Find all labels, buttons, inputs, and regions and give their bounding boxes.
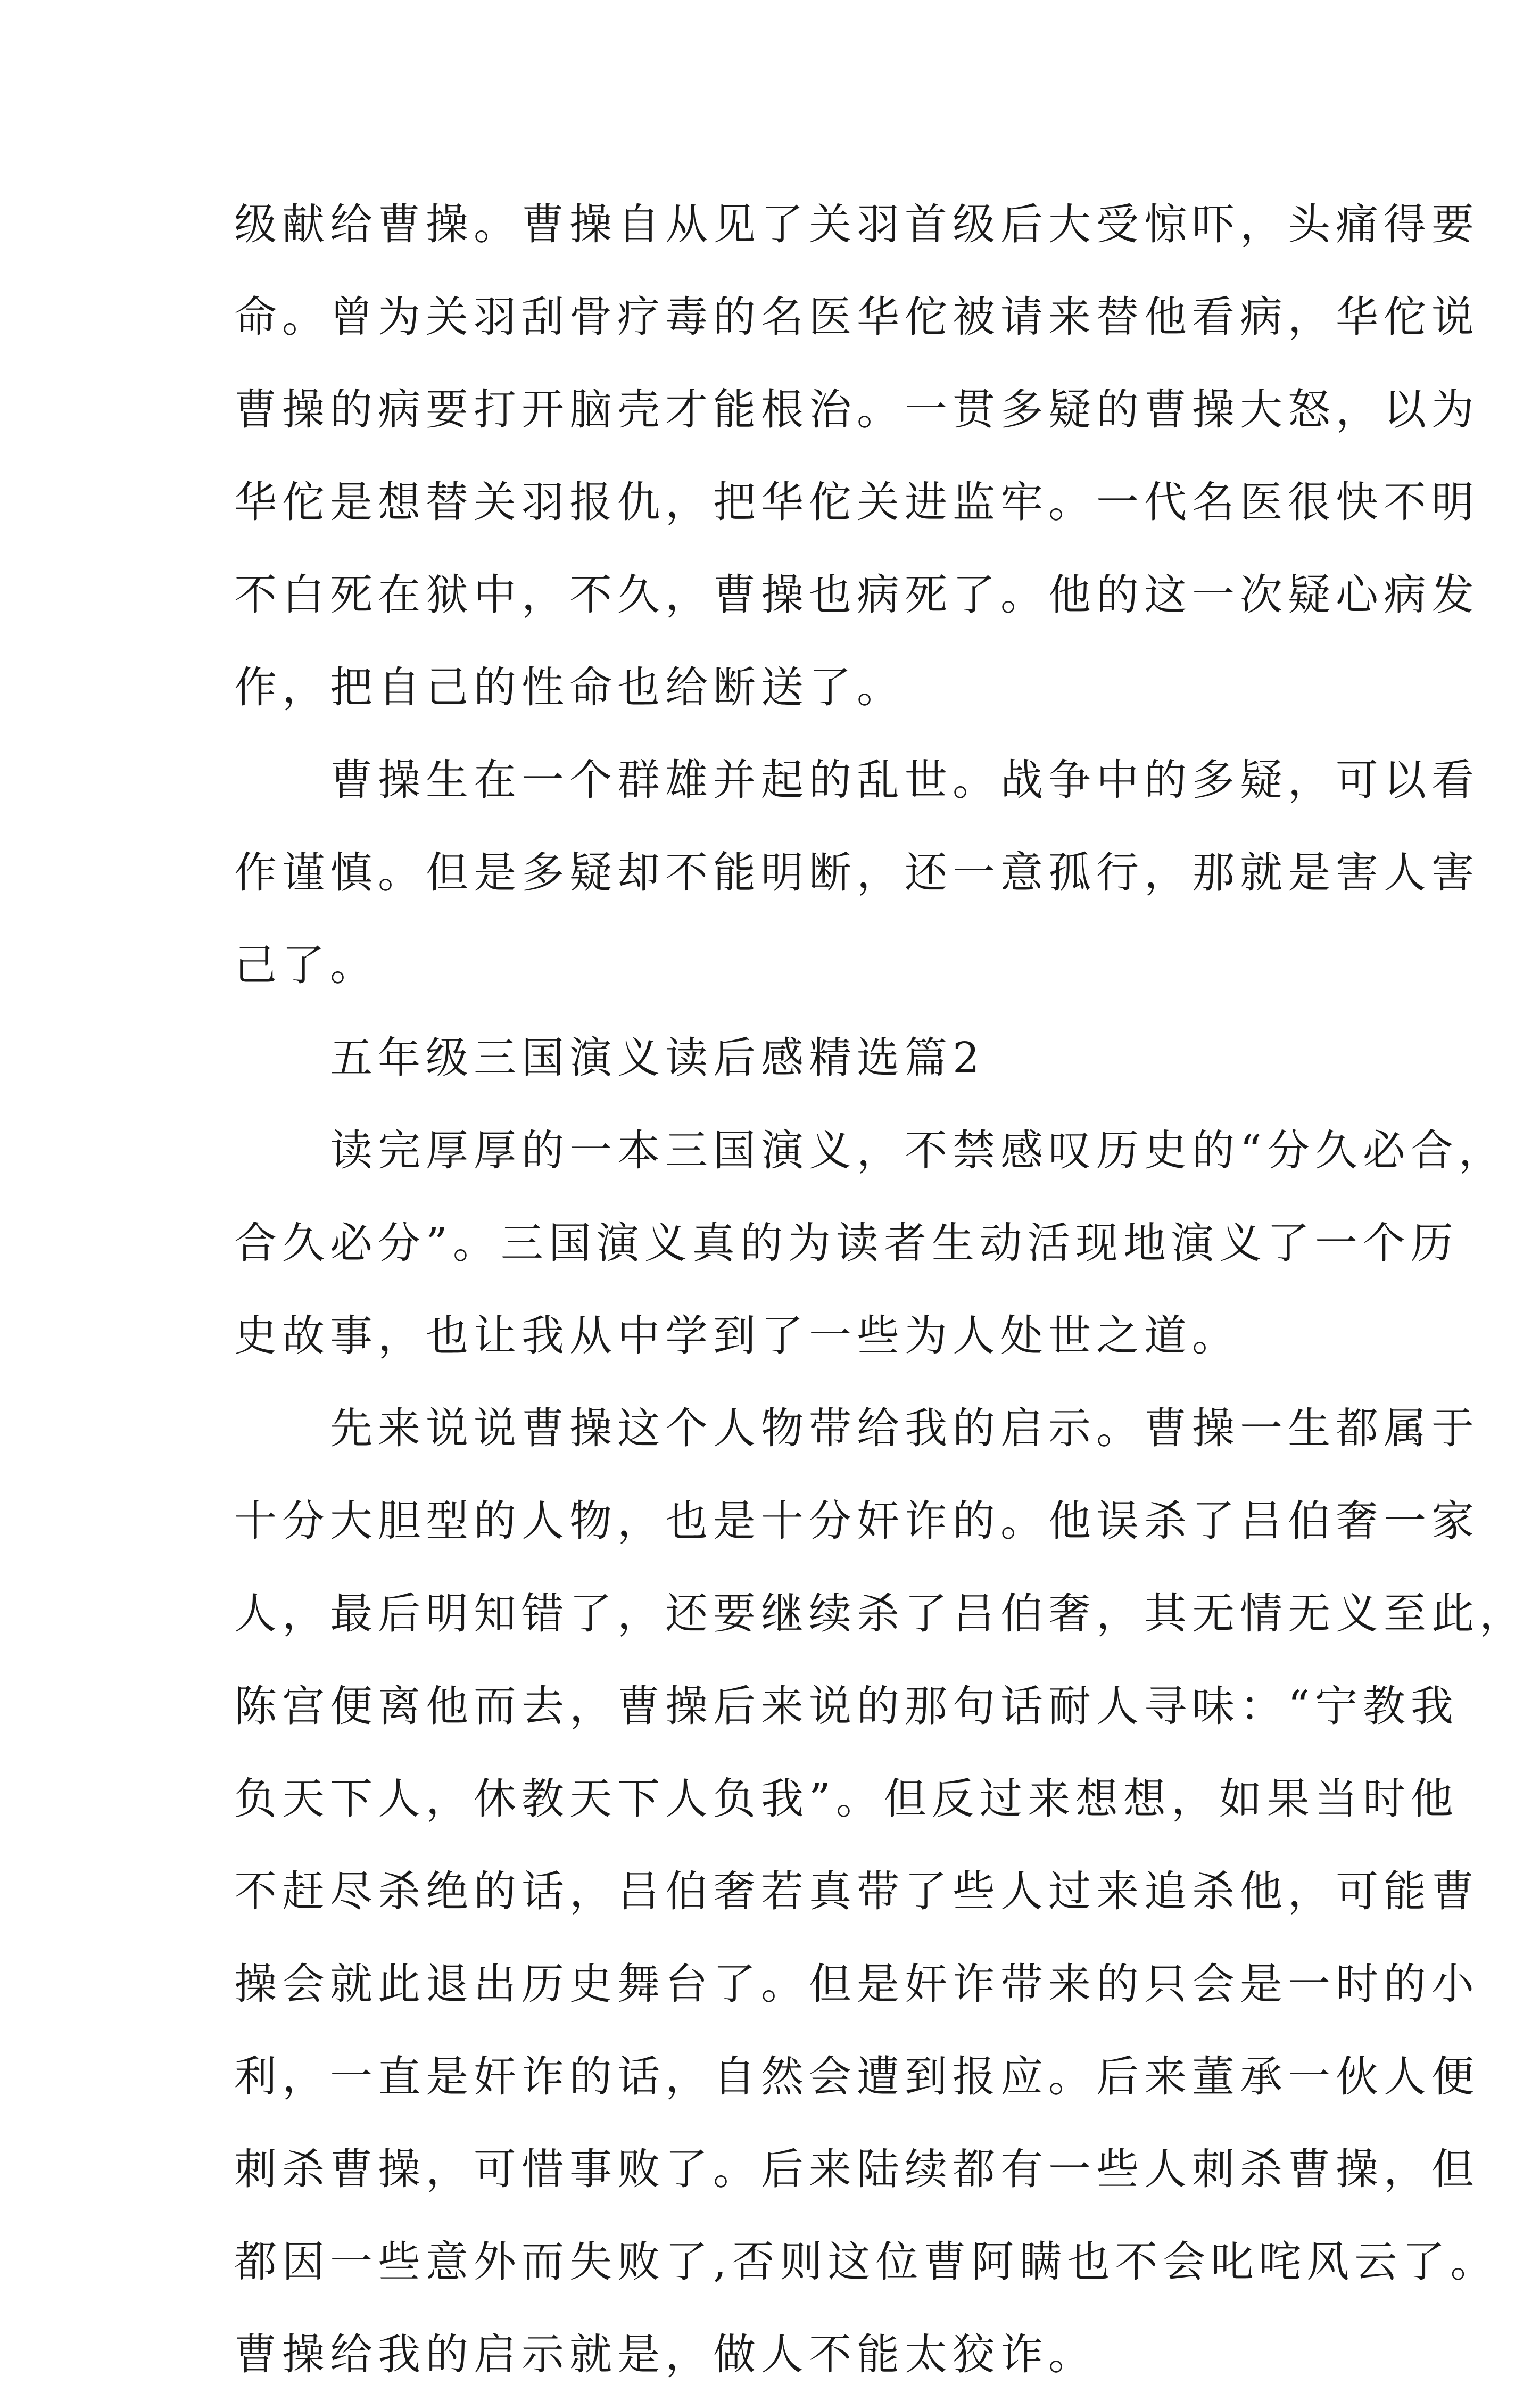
- text-line: 华佗是想替关羽报仇，把华佗关进监牢。一代名医很快不明: [234, 477, 1479, 527]
- text-line: 都因一些意外而失败了,否则这位曹阿瞒也不会叱咤风云了。: [234, 2237, 1498, 2287]
- text-line: 操会就此退出历史舞台了。但是奸诈带来的只会是一时的小: [234, 1959, 1479, 2009]
- text-line: 人，最后明知错了，还要继续杀了吕伯奢，其无情无义至此，: [234, 1589, 1527, 1638]
- text-line: 曹操生在一个群雄并起的乱世。战争中的多疑，可以看: [330, 755, 1479, 805]
- paragraph-4: [234, 1382, 1527, 2401]
- heading-text: 五年级三国演义读后感精选篇2: [330, 1033, 985, 1083]
- text-line: 读完厚厚的一本三国演义，不禁感叹历史的“分久必合，: [330, 1126, 1506, 1175]
- text-line: 不白死在狱中，不久，曹操也病死了。他的这一次疑心病发: [234, 570, 1479, 620]
- text-line: 作谨慎。但是多疑却不能明断，还一意孤行，那就是害人害: [234, 848, 1479, 897]
- text-line: 己了。: [234, 940, 378, 990]
- text-line: 十分大胆型的人物，也是十分奸诈的。他误杀了吕伯奢一家: [234, 1496, 1479, 1546]
- text-line: 命。曾为关羽刮骨疗毒的名医华佗被请来替他看病，华佗说: [234, 292, 1479, 342]
- paragraph-2: [234, 734, 1479, 1012]
- text-line: 级献给曹操。曹操自从见了关羽首级后大受惊吓，头痛得要: [234, 200, 1479, 249]
- text-line: 负天下人，休教天下人负我”。但反过来想想，如果当时他: [234, 1774, 1459, 1824]
- text-line: 不赶尽杀绝的话，吕伯奢若真带了些人过来追杀他，可能曹: [234, 1867, 1479, 1916]
- text-line: 利，一直是奸诈的话，自然会遭到报应。后来董承一伙人便: [234, 2052, 1479, 2101]
- paragraph-3: [234, 1104, 1506, 1382]
- paragraph-1: [234, 178, 1479, 734]
- document-body: [234, 178, 1527, 2401]
- text-line: 合久必分”。三国演义真的为读者生动活现地演义了一个历: [234, 1218, 1459, 1268]
- text-line: 陈宫便离他而去，曹操后来说的那句话耐人寻味：“宁教我: [234, 1681, 1459, 1731]
- text-line: 刺杀曹操，可惜事败了。后来陆续都有一些人刺杀曹操，但: [234, 2144, 1479, 2194]
- section-heading: [234, 1012, 1314, 1104]
- text-line: 曹操给我的启示就是，做人不能太狡诈。: [234, 2330, 1096, 2379]
- text-line: 史故事，也让我从中学到了一些为人处世之道。: [234, 1311, 1240, 1360]
- text-line: 曹操的病要打开脑壳才能根治。一贯多疑的曹操大怒，以为: [234, 385, 1479, 434]
- text-line: 作，把自己的性命也给断送了。: [234, 663, 905, 712]
- text-line: 先来说说曹操这个人物带给我的启示。曹操一生都属于: [330, 1404, 1479, 1453]
